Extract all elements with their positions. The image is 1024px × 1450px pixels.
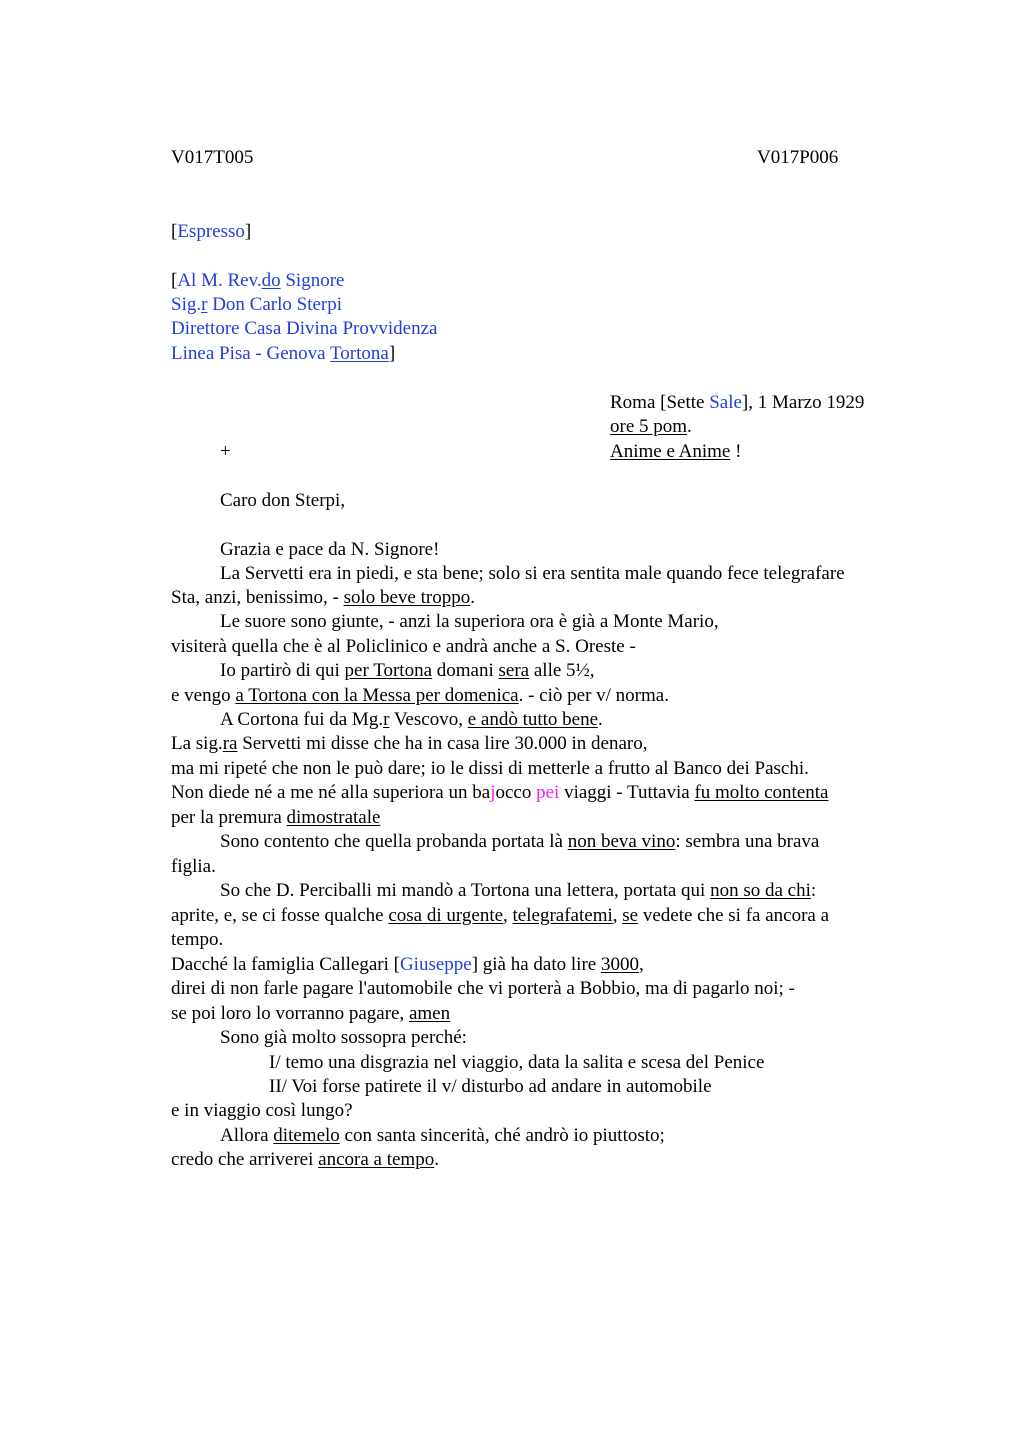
body-line: Sono contento che quella probanda portata là non beva vino: sembra una brava	[220, 831, 820, 852]
body-line: Grazia e pace da N. Signore!	[220, 539, 440, 560]
espresso-note: [Espresso]	[171, 221, 252, 242]
body-line: per la premura dimostratale	[171, 807, 381, 828]
body-line: La sig.ra Servetti mi disse che ha in casa lire 30.000 in denaro,	[171, 733, 648, 754]
body-line: e in viaggio così lungo?	[171, 1100, 353, 1121]
body-line: credo che arriverei ancora a tempo.	[171, 1149, 439, 1170]
cross-symbol: +	[220, 441, 231, 462]
body-line: se poi loro lo vorranno pagare, amen	[171, 1003, 451, 1024]
body-line: direi di non farle pagare l'automobile che vi porterà a Bobbio, ma di pagarlo noi; -	[171, 978, 795, 999]
espresso-label: Espresso	[177, 221, 245, 242]
body-line: A Cortona fui da Mg.r Vescovo, e andò tutto bene.	[220, 709, 603, 730]
body-line: Sono già molto sossopra perché:	[220, 1027, 467, 1048]
body-line: I/ temo una disgrazia nel viaggio, data la salita e scesa del Penice	[269, 1052, 765, 1073]
address-line-2: Sig.r Don Carlo Sterpi	[171, 294, 343, 315]
address-line-1: [Al M. Rev.do Signore	[171, 270, 345, 291]
body-line: aprite, e, se ci fosse qualche cosa di urgente, telegrafatemi, se vedete che si fa ancora a	[171, 905, 830, 926]
body-line: Io partirò di qui per Tortona domani sera alle 5½,	[220, 660, 595, 681]
body-line: visiterà quella che è al Policlinico e andrà anche a S. Oreste -	[171, 636, 636, 657]
address-line-4: Linea Pisa - Genova Tortona]	[171, 343, 396, 364]
body-line: Sta, anzi, benissimo, - solo beve troppo.	[171, 587, 475, 608]
dateline-motto: Anime e Anime !	[610, 441, 742, 462]
salutation: Caro don Sterpi,	[220, 490, 346, 511]
body-line: Allora ditemelo con santa sincerità, ché andrò io piuttosto;	[220, 1125, 665, 1146]
body-line: Dacché la famiglia Callegari [Giuseppe] già ha dato lire 3000,	[171, 954, 644, 975]
dateline-place-date: Roma [Sette Sale], 1 Marzo 1929	[610, 392, 865, 413]
body-line: figlia.	[171, 856, 216, 877]
body-line: So che D. Perciballi mi mandò a Tortona una lettera, portata qui non so da chi:	[220, 880, 817, 901]
header-right-code: V017P006	[757, 147, 839, 168]
body-line: Le suore sono giunte, - anzi la superiora ora è già a Monte Mario,	[220, 611, 719, 632]
body-line: II/ Voi forse patirete il v/ disturbo ad andare in automobile	[269, 1076, 712, 1097]
dateline-time: ore 5 pom.	[610, 416, 692, 437]
body-line: e vengo a Tortona con la Messa per domenica. - ciò per v/ norma.	[171, 685, 669, 706]
body-line: Non diede né a me né alla superiora un bajocco pei viaggi - Tuttavia fu molto contenta	[171, 782, 829, 803]
body-line: ma mi ripeté che non le può dare; io le dissi di metterle a frutto al Banco dei Paschi.	[171, 758, 809, 779]
body-line: La Servetti era in piedi, e sta bene; solo si era sentita male quando fece telegrafare	[220, 563, 845, 584]
header-left-code: V017T005	[171, 147, 254, 168]
address-line-3: Direttore Casa Divina Provvidenza	[171, 318, 438, 339]
body-line: tempo.	[171, 929, 224, 950]
